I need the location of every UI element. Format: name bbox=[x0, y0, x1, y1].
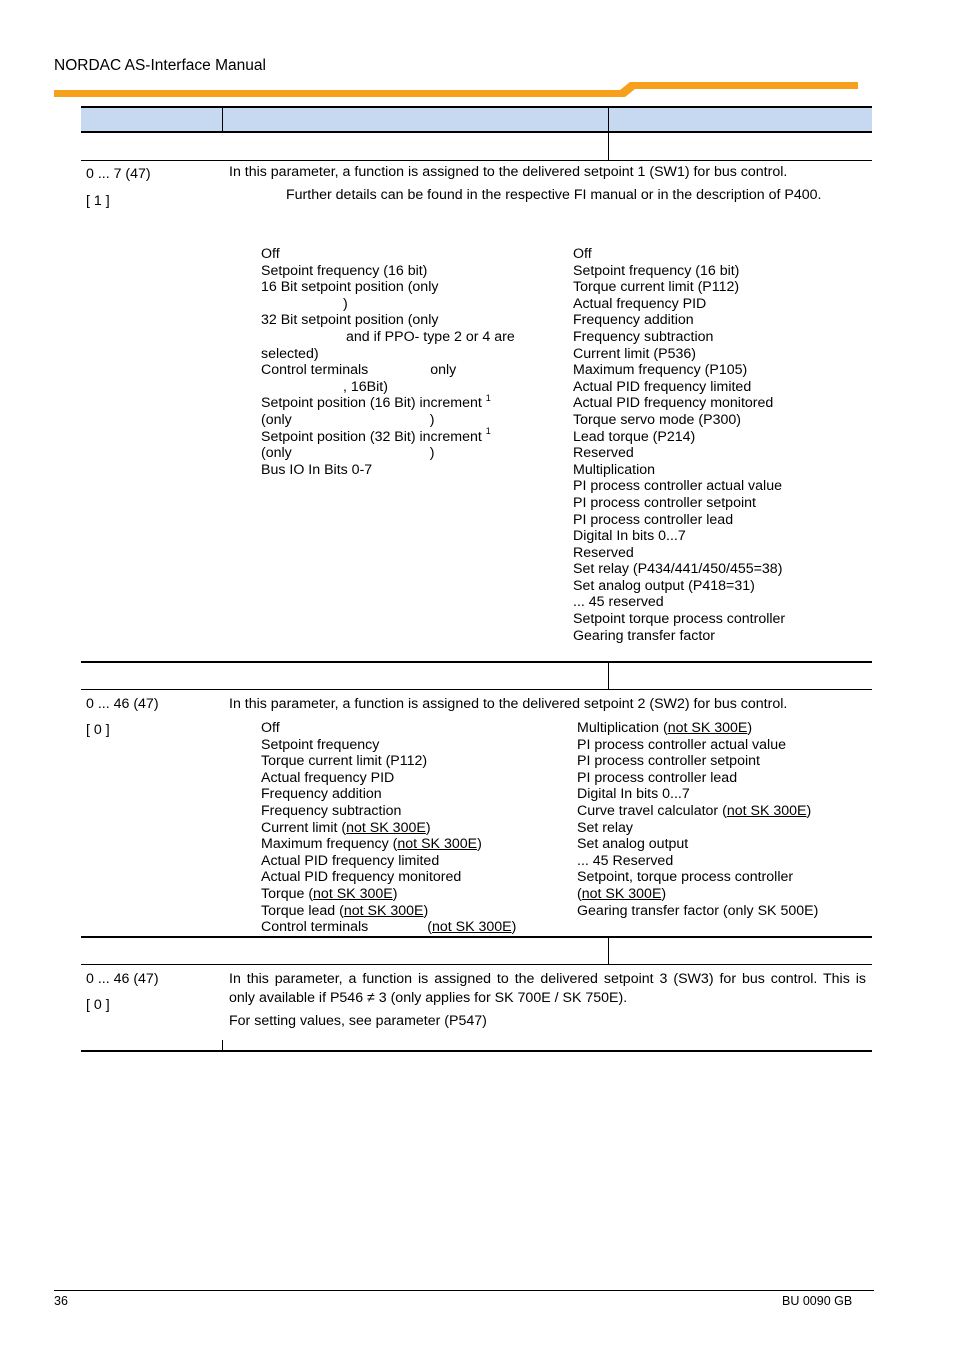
p548-range: 0 ... 46 (47) bbox=[86, 971, 159, 987]
list-item bbox=[261, 836, 516, 853]
list-item-text: ) bbox=[661, 885, 667, 902]
table-bottom-divider bbox=[222, 1040, 223, 1052]
list-item-text: Maximum frequency ( bbox=[261, 836, 398, 853]
list-item: selected) bbox=[261, 345, 319, 362]
p547-description: In this parameter, a function is assigned to the delivered setpoint 2 (SW2) for bus control. bbox=[229, 696, 788, 712]
footnote-mark: 1 bbox=[485, 425, 491, 436]
list-item: Torque current limit (P112) bbox=[573, 279, 740, 296]
list-item-text: ) bbox=[806, 802, 812, 819]
list-item bbox=[261, 820, 516, 837]
list-item-text: ) bbox=[343, 295, 348, 312]
list-item: Gearing transfer factor bbox=[573, 627, 715, 644]
list-item: Actual PID frequency monitored bbox=[573, 395, 774, 412]
list-item-text: Control terminals bbox=[261, 919, 369, 936]
p547-top-rule bbox=[81, 661, 872, 663]
table-bottom-rule bbox=[81, 1050, 872, 1052]
list-item: Set analog output bbox=[577, 836, 689, 853]
p548-default: [ 0 ] bbox=[86, 997, 110, 1013]
table-top-rule bbox=[81, 106, 872, 108]
footer-page-number: 36 bbox=[54, 1294, 68, 1308]
p546-left-options bbox=[261, 246, 515, 478]
list-item: Frequency subtraction bbox=[573, 328, 714, 345]
list-item-text: (only bbox=[261, 445, 292, 462]
list-item: PI process controller lead bbox=[577, 769, 738, 786]
list-item: Actual frequency PID bbox=[261, 769, 395, 786]
list-item bbox=[261, 425, 515, 446]
list-item: Setpoint frequency (16 bit) bbox=[261, 262, 428, 279]
p548-description-line2: only available if P546 ≠ 3 (only applies for SK 700E / SK 750E). bbox=[229, 990, 628, 1006]
p547-right-options bbox=[577, 720, 818, 919]
list-item: PI process controller actual value bbox=[573, 478, 782, 495]
restriction-note: not SK 300E bbox=[581, 885, 662, 902]
table-header-row bbox=[81, 107, 872, 131]
list-item: Torque servo mode (P300) bbox=[573, 411, 741, 428]
list-item: Setpoint frequency (16 bit) bbox=[573, 262, 740, 279]
list-item-text: ) bbox=[477, 836, 482, 853]
restriction-note: not SK 300E bbox=[397, 836, 478, 853]
list-item-text: ( bbox=[577, 885, 582, 902]
list-item: Setpoint torque process controller bbox=[573, 611, 786, 628]
list-item: Frequency addition bbox=[573, 312, 694, 329]
list-item: PI process controller actual value bbox=[577, 736, 786, 753]
list-item: Set relay bbox=[577, 819, 633, 836]
list-item: PI process controller setpoint bbox=[573, 494, 756, 511]
list-item-text: ) bbox=[423, 902, 429, 919]
list-item: Lead torque (P214) bbox=[573, 428, 696, 445]
restriction-note: not SK 300E bbox=[346, 819, 426, 836]
list-item: Reserved bbox=[573, 544, 634, 561]
list-item-text: Curve travel calculator ( bbox=[577, 802, 727, 819]
list-item-text: ) bbox=[429, 445, 435, 462]
p548-see-also: For setting values, see parameter (P547) bbox=[229, 1013, 487, 1029]
list-item bbox=[261, 329, 515, 346]
list-item-text: ) bbox=[511, 919, 517, 936]
table-header-bottom-rule bbox=[81, 131, 872, 133]
list-item: Digital In bits 0...7 bbox=[577, 786, 690, 803]
p546-range: 0 ... 7 (47) bbox=[86, 166, 151, 182]
list-item bbox=[261, 379, 515, 396]
list-item: Off bbox=[261, 246, 280, 262]
list-item bbox=[261, 919, 516, 936]
footnote-mark: 1 bbox=[485, 392, 491, 403]
list-item-text: and if PPO- type 2 or 4 are bbox=[346, 328, 515, 345]
row1-separator bbox=[81, 160, 872, 161]
list-item bbox=[261, 392, 515, 412]
list-item-text: ) bbox=[747, 720, 753, 736]
p547-range: 0 ... 46 (47) bbox=[86, 696, 159, 712]
list-item: Off bbox=[573, 246, 592, 262]
list-item bbox=[261, 886, 516, 903]
restriction-note: not SK 300E bbox=[343, 902, 424, 919]
p548-header-divider bbox=[608, 938, 609, 964]
restriction-note: not SK 300E bbox=[313, 885, 393, 902]
list-item: 32 Bit setpoint position (only bbox=[261, 312, 439, 329]
list-item: Setpoint, torque process controller bbox=[577, 869, 794, 886]
restriction-note: not SK 300E bbox=[667, 720, 748, 736]
list-item-text: Setpoint position (16 Bit) increment bbox=[261, 395, 482, 412]
list-item-text: Control terminals bbox=[261, 362, 369, 379]
table-header-divider-2 bbox=[608, 107, 609, 131]
list-item-text: , 16Bit) bbox=[343, 378, 388, 395]
list-item: Gearing transfer factor (only SK 500E) bbox=[577, 902, 819, 919]
p546-note: Further details can be found in the respective FI manual or in the description of P400. bbox=[286, 187, 822, 203]
list-item bbox=[261, 412, 515, 429]
p547-header-divider bbox=[608, 663, 609, 689]
restriction-note: not SK 300E bbox=[726, 802, 807, 819]
p547-default: [ 0 ] bbox=[86, 722, 110, 738]
p546-right-options bbox=[573, 246, 785, 644]
list-item-text: ) bbox=[429, 411, 435, 428]
list-item: Set analog output (P418=31) bbox=[573, 577, 755, 594]
list-item-text: Torque lead ( bbox=[261, 902, 344, 919]
list-item bbox=[577, 720, 818, 737]
footer-doc-code: BU 0090 GB bbox=[782, 1294, 853, 1308]
list-item: Current limit (P536) bbox=[573, 345, 696, 362]
list-item: PI process controller lead bbox=[573, 511, 734, 528]
list-item-text: Current limit ( bbox=[261, 819, 347, 836]
footer-rule bbox=[54, 1290, 874, 1291]
p546-default: [ 1 ] bbox=[86, 193, 110, 209]
list-item: Bus IO In Bits 0-7 bbox=[261, 461, 373, 478]
p548-description-line1: In this parameter, a function is assigned to the delivered setpoint 3 (SW3) for bus control. This is bbox=[229, 971, 866, 987]
p548-header-separator bbox=[81, 964, 872, 965]
list-item: Set relay (P434/441/450/455=38) bbox=[573, 561, 783, 578]
list-item-text: Setpoint position (32 Bit) increment bbox=[261, 428, 482, 445]
list-item-text: ( bbox=[427, 919, 432, 936]
table-header-divider-1 bbox=[222, 107, 223, 131]
p547-left-options bbox=[261, 720, 516, 936]
document-header-title: NORDAC AS-Interface Manual bbox=[54, 57, 266, 74]
list-item-text: ) bbox=[425, 819, 431, 836]
list-item: Digital In bits 0...7 bbox=[573, 528, 686, 545]
list-item: PI process controller setpoint bbox=[577, 753, 760, 770]
list-item: Reserved bbox=[573, 445, 634, 462]
list-item-text: only bbox=[430, 362, 457, 379]
p548-top-rule bbox=[81, 936, 872, 938]
list-item: Torque current limit (P112) bbox=[261, 753, 428, 770]
restriction-note: not SK 300E bbox=[431, 919, 512, 936]
list-item: Multiplication bbox=[573, 461, 656, 478]
list-item: Actual PID frequency limited bbox=[261, 852, 440, 869]
list-item-text: ) bbox=[392, 885, 398, 902]
list-item bbox=[577, 886, 818, 903]
header-accent-bar bbox=[0, 0, 954, 110]
list-item-text: (only bbox=[261, 411, 292, 428]
list-item-text: Multiplication ( bbox=[577, 720, 668, 736]
list-item: Off bbox=[261, 720, 280, 736]
list-item: ... 45 reserved bbox=[573, 594, 664, 611]
list-item: Actual frequency PID bbox=[573, 295, 707, 312]
list-item bbox=[261, 445, 515, 462]
list-item: Frequency subtraction bbox=[261, 802, 402, 819]
list-item bbox=[577, 803, 818, 820]
list-item bbox=[261, 296, 515, 313]
list-item-text: Torque ( bbox=[261, 885, 314, 902]
list-item: ... 45 Reserved bbox=[577, 852, 674, 869]
p547-header-separator bbox=[81, 689, 872, 690]
list-item: Setpoint frequency bbox=[261, 736, 380, 753]
list-item: Actual PID frequency limited bbox=[573, 378, 752, 395]
row1-header-divider bbox=[608, 133, 609, 160]
list-item bbox=[261, 362, 515, 379]
list-item bbox=[261, 903, 516, 920]
list-item: Maximum frequency (P105) bbox=[573, 362, 748, 379]
list-item: Frequency addition bbox=[261, 786, 382, 803]
p546-description: In this parameter, a function is assigned to the delivered setpoint 1 (SW1) for bus control. bbox=[229, 164, 788, 180]
list-item: 16 Bit setpoint position (only bbox=[261, 279, 439, 296]
list-item: Actual PID frequency monitored bbox=[261, 869, 462, 886]
